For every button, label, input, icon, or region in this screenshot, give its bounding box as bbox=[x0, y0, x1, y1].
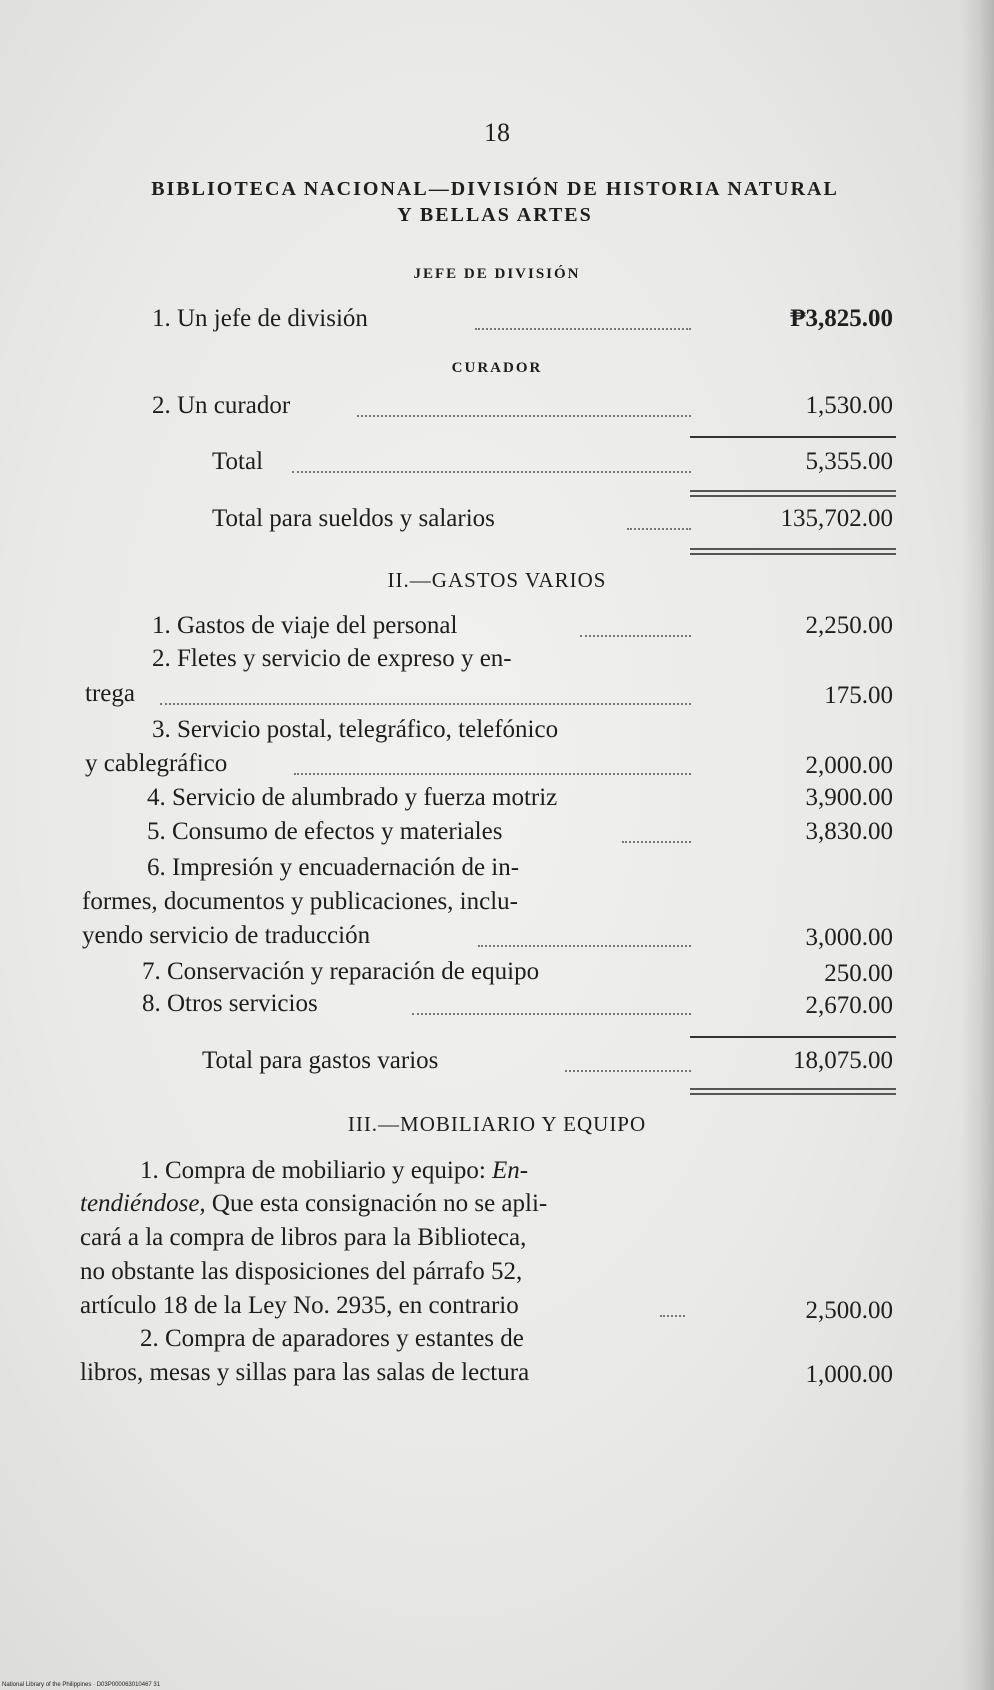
page-edge-shadow bbox=[960, 0, 994, 1690]
mobiliario-item-1-line3: cará a la compra de libros para la Biblioteca, bbox=[80, 1224, 527, 1251]
double-rule bbox=[690, 1088, 896, 1095]
leader-dots bbox=[622, 841, 691, 843]
total-gastos-amount: 18,075.00 bbox=[793, 1047, 893, 1074]
mobiliario-item-1-line4: no obstante las disposiciones del párrafo 52, bbox=[80, 1258, 523, 1285]
sum-rule bbox=[690, 1036, 896, 1038]
section-title: BIBLIOTECA NACIONAL—DIVISIÓN DE HISTORIA NATURAL bbox=[151, 178, 839, 200]
total-sueldos-amount: 135,702.00 bbox=[780, 505, 893, 532]
amount-jefe: ₱3,825.00 bbox=[790, 305, 893, 332]
gastos-item-3-line1: 3. Servicio postal, telegráfico, telefónico bbox=[152, 716, 559, 743]
gastos-item-6-line3: yendo servicio de traducción bbox=[82, 922, 371, 949]
mobiliario-item-1-line2 bbox=[80, 1190, 547, 1218]
mobiliario-item-1-line5: artículo 18 de la Ley No. 2935, en contrario bbox=[80, 1292, 519, 1319]
subheading-curador: CURADOR bbox=[451, 360, 543, 376]
gastos-item-8: 8. Otros servicios bbox=[142, 990, 318, 1017]
sum-rule bbox=[690, 436, 896, 438]
line-item-jefe: 1. Un jefe de división bbox=[152, 305, 368, 332]
leader-dots bbox=[412, 1013, 691, 1015]
subheading-jefe: JEFE DE DIVISIÓN bbox=[413, 266, 581, 282]
mobiliario-item-1-line1 bbox=[140, 1157, 528, 1185]
gastos-amount-4: 3,900.00 bbox=[805, 784, 893, 811]
mobiliario-item-1-line1-italic: En- bbox=[492, 1157, 529, 1184]
leader-dots bbox=[565, 1070, 691, 1072]
gastos-amount-3: 2,000.00 bbox=[805, 752, 893, 779]
gastos-amount-7: 250.00 bbox=[824, 960, 893, 987]
mobiliario-amount-2: 1,000.00 bbox=[805, 1361, 893, 1388]
scan-footer-text: National Library of the Philippines · D03P000063010467 31 bbox=[2, 1682, 161, 1688]
gastos-amount-5: 3,830.00 bbox=[805, 818, 893, 845]
heading-gastos-varios: II.—GASTOS VARIOS bbox=[387, 568, 607, 592]
leader-dots bbox=[478, 945, 691, 947]
total-sueldos-label: Total para sueldos y salarios bbox=[212, 505, 495, 532]
gastos-item-2-line1: 2. Fletes y servicio de expreso y en- bbox=[152, 645, 512, 672]
total-gastos-label: Total para gastos varios bbox=[202, 1047, 439, 1074]
leader-dots bbox=[357, 415, 691, 417]
gastos-item-1: 1. Gastos de viaje del personal bbox=[152, 612, 458, 639]
heading-mobiliario: III.—MOBILIARIO Y EQUIPO bbox=[347, 1112, 647, 1136]
gastos-item-7: 7. Conservación y reparación de equipo bbox=[142, 958, 540, 985]
double-rule bbox=[690, 548, 896, 555]
mobiliario-amount-1: 2,500.00 bbox=[805, 1297, 893, 1324]
leader-dots bbox=[660, 1315, 685, 1317]
gastos-amount-1: 2,250.00 bbox=[805, 612, 893, 639]
gastos-item-6-line2: formes, documentos y publicaciones, inclu- bbox=[82, 888, 518, 915]
mobiliario-item-1-line2-italic: tendiéndose, bbox=[80, 1190, 206, 1217]
line-item-curador: 2. Un curador bbox=[152, 392, 291, 419]
mobiliario-item-2-line1: 2. Compra de aparadores y estantes de bbox=[140, 1325, 524, 1352]
gastos-item-5: 5. Consumo de efectos y materiales bbox=[147, 818, 503, 845]
leader-dots bbox=[292, 471, 691, 473]
leader-dots bbox=[627, 528, 691, 530]
total-amount: 5,355.00 bbox=[805, 448, 893, 475]
gastos-item-6-line1: 6. Impresión y encuadernación de in- bbox=[147, 854, 520, 881]
gastos-item-2-line2: trega bbox=[85, 680, 135, 707]
gastos-amount-2: 175.00 bbox=[824, 682, 893, 709]
mobiliario-item-1-line1-text: 1. Compra de mobiliario y equipo: bbox=[140, 1157, 493, 1184]
leader-dots bbox=[475, 328, 691, 330]
double-rule bbox=[690, 490, 896, 497]
mobiliario-item-2-line2: libros, mesas y sillas para las salas de lectura bbox=[80, 1359, 530, 1386]
gastos-amount-6: 3,000.00 bbox=[805, 924, 893, 951]
leader-dots bbox=[160, 703, 691, 705]
gastos-item-3-line2: y cablegráfico bbox=[85, 750, 228, 777]
mobiliario-item-1-line2-text: Que esta consignación no se apli- bbox=[205, 1190, 548, 1217]
gastos-item-4: 4. Servicio de alumbrado y fuerza motriz bbox=[147, 784, 558, 811]
leader-dots bbox=[580, 635, 691, 637]
page-number: 18 bbox=[484, 118, 510, 147]
amount-curador: 1,530.00 bbox=[805, 392, 893, 419]
total-label: Total bbox=[212, 448, 264, 475]
gastos-amount-8: 2,670.00 bbox=[805, 992, 893, 1019]
leader-dots bbox=[294, 773, 691, 775]
section-title-continued: Y BELLAS ARTES bbox=[397, 204, 593, 226]
